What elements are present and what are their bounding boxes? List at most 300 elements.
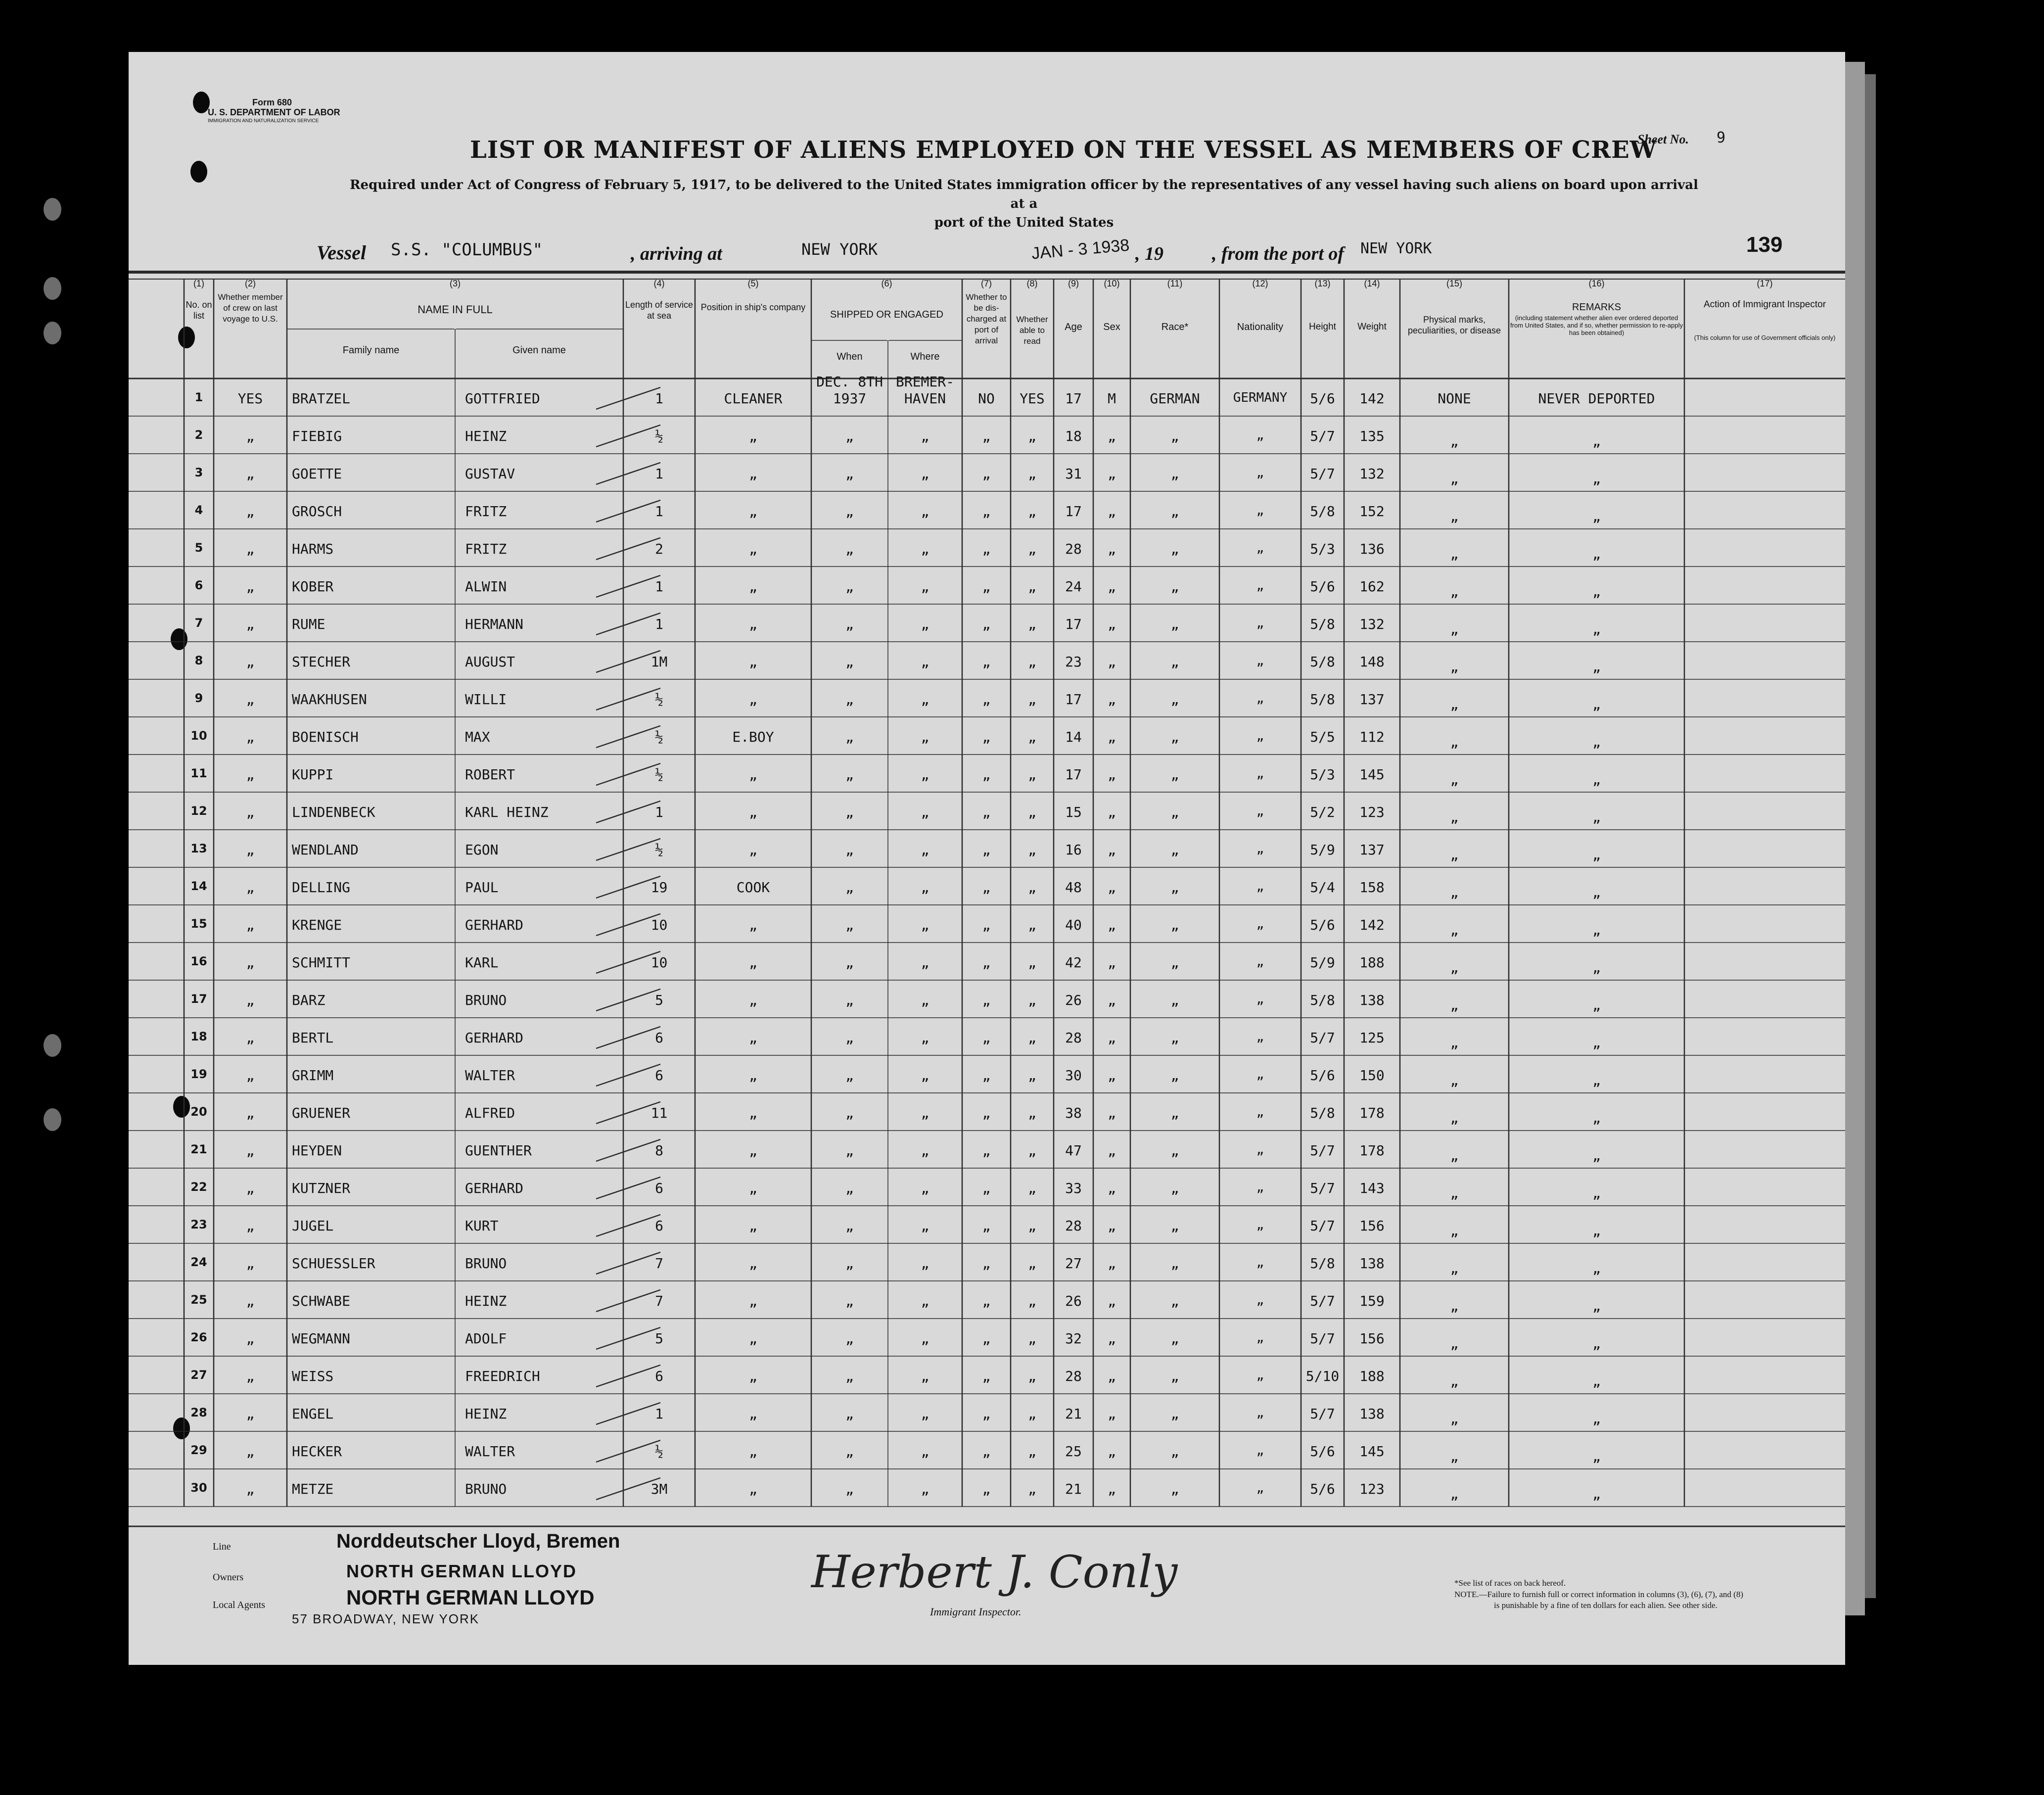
weight-value: 142 xyxy=(1359,917,1385,933)
shipped-when-ditto: „ xyxy=(845,1481,854,1497)
shipped-when-ditto: „ xyxy=(845,766,854,783)
weight-value: 188 xyxy=(1359,1368,1385,1384)
col-age-header: Age xyxy=(1065,322,1082,332)
row-number: 22 xyxy=(190,1180,207,1194)
discharged-value: „ xyxy=(982,1330,991,1347)
row-number: 9 xyxy=(194,691,203,705)
read-value: YES xyxy=(1020,390,1045,407)
discharged-value: „ xyxy=(982,1481,991,1497)
sex-value: „ xyxy=(1108,954,1116,971)
height-value: 5/8 xyxy=(1310,503,1335,520)
read-value: „ xyxy=(1028,1067,1036,1084)
service-length: ½ xyxy=(655,1443,663,1460)
read-value: „ xyxy=(1028,1443,1036,1460)
last-voyage-value: „ xyxy=(246,428,255,444)
position-value: CLEANER xyxy=(724,390,783,407)
service-length: 10 xyxy=(650,917,668,933)
remarks-value: „ xyxy=(1592,1260,1601,1276)
age-value: 24 xyxy=(1065,578,1082,595)
page-number: 139 xyxy=(1746,233,1783,257)
last-voyage-value: „ xyxy=(246,1218,255,1234)
last-voyage-value: „ xyxy=(246,541,255,557)
last-voyage-value: „ xyxy=(246,1481,255,1497)
family-name: SCHWABE xyxy=(292,1293,351,1309)
col-service-header: Length of service at sea xyxy=(625,300,694,321)
nationality-value: „ xyxy=(1256,466,1264,480)
family-name: GRUENER xyxy=(292,1105,351,1121)
physical-marks-value: „ xyxy=(1450,583,1459,600)
discharged-value: „ xyxy=(982,616,991,632)
shipped-when-ditto: „ xyxy=(845,541,854,557)
height-value: 5/7 xyxy=(1310,1293,1335,1309)
row-number: 3 xyxy=(194,466,203,479)
discharged-value: „ xyxy=(982,428,991,444)
read-value: „ xyxy=(1028,541,1036,557)
race-value: „ xyxy=(1170,428,1179,444)
row-number: 27 xyxy=(190,1368,207,1382)
binder-hole xyxy=(44,1108,61,1131)
physical-marks-value: „ xyxy=(1450,884,1459,900)
remarks-value: „ xyxy=(1592,922,1601,938)
weight-value: 178 xyxy=(1359,1142,1385,1159)
height-value: 5/7 xyxy=(1310,1218,1335,1234)
shipped-where-ditto: „ xyxy=(921,954,929,971)
shipped-where-ditto: „ xyxy=(921,1443,929,1460)
col-nationality-header: Nationality xyxy=(1237,322,1284,332)
height-value: 5/9 xyxy=(1310,954,1335,971)
physical-marks-value: „ xyxy=(1450,847,1459,863)
last-voyage-value: YES xyxy=(237,390,263,407)
age-value: 17 xyxy=(1065,766,1082,783)
shipped-when-ditto: „ xyxy=(845,1330,854,1347)
race-value: „ xyxy=(1170,804,1179,820)
nationality-value: „ xyxy=(1256,1481,1264,1496)
given-name: BRUNO xyxy=(465,1255,507,1272)
given-name: KARL HEINZ xyxy=(465,804,549,820)
family-name: STECHER xyxy=(292,654,351,670)
inspector-label: Immigrant Inspector. xyxy=(930,1606,1022,1618)
sex-value: „ xyxy=(1108,428,1116,444)
sex-value: „ xyxy=(1108,1255,1116,1272)
physical-marks-value: „ xyxy=(1450,1110,1459,1126)
race-value: „ xyxy=(1170,992,1179,1008)
col-height-header: Height xyxy=(1309,322,1336,332)
binder-hole xyxy=(44,1034,61,1057)
race-value: GERMAN xyxy=(1150,390,1200,407)
nationality-value: „ xyxy=(1256,1293,1264,1308)
family-name: WAAKHUSEN xyxy=(292,691,367,708)
last-voyage-value: „ xyxy=(246,1067,255,1084)
nationality-value: „ xyxy=(1256,1218,1264,1232)
row-number: 15 xyxy=(190,917,207,931)
weight-value: 137 xyxy=(1359,691,1385,708)
family-name: SCHMITT xyxy=(292,954,351,971)
shipped-when-ditto: „ xyxy=(845,654,854,670)
physical-marks-value: „ xyxy=(1450,1486,1459,1502)
shipped-when-line1: DEC. 8TH xyxy=(816,374,883,390)
remarks-value: NEVER DEPORTED xyxy=(1538,390,1655,407)
position-value: „ xyxy=(749,1368,757,1384)
weight-value: 148 xyxy=(1359,654,1385,670)
physical-marks-value: „ xyxy=(1450,1223,1459,1239)
shipped-when-ditto: „ xyxy=(845,578,854,595)
from-port-label: , from the port of xyxy=(1212,243,1345,264)
shipped-where-ditto: „ xyxy=(921,1406,929,1422)
weight-value: 162 xyxy=(1359,578,1385,595)
remarks-value: „ xyxy=(1592,1373,1601,1389)
position-value: „ xyxy=(749,842,757,858)
column-number: (14) xyxy=(1364,279,1380,288)
manifest-page xyxy=(129,52,1845,1665)
weight-value: 132 xyxy=(1359,466,1385,482)
position-value: „ xyxy=(749,466,757,482)
age-value: 38 xyxy=(1065,1105,1082,1121)
discharged-value: „ xyxy=(982,466,991,482)
service-length: 6 xyxy=(655,1180,663,1196)
discharged-value: „ xyxy=(982,954,991,971)
position-value: „ xyxy=(749,1067,757,1084)
read-value: „ xyxy=(1028,466,1036,482)
nationality-value: „ xyxy=(1256,729,1264,744)
shipped-when-ditto: „ xyxy=(845,616,854,632)
remarks-value: „ xyxy=(1592,1072,1601,1088)
physical-marks-value: „ xyxy=(1450,997,1459,1013)
discharged-value: „ xyxy=(982,1293,991,1309)
nationality-value: „ xyxy=(1256,654,1264,668)
read-value: „ xyxy=(1028,654,1036,670)
given-name: WILLI xyxy=(465,691,507,708)
physical-marks-value: „ xyxy=(1450,1260,1459,1276)
given-name: GUENTHER xyxy=(465,1142,532,1159)
age-value: 28 xyxy=(1065,1368,1082,1384)
subtitle-line-1: Required under Act of Congress of February 5, 1917, to be delivered to the United States immigration officer by the representatives of any vessel having such aliens on board upon arrival at a xyxy=(349,178,1699,211)
family-name: SCHUESSLER xyxy=(292,1255,375,1272)
department-name: U. S. DEPARTMENT OF LABOR xyxy=(208,107,340,117)
arrival-port: NEW YORK xyxy=(801,240,878,259)
family-name: JUGEL xyxy=(292,1218,334,1234)
race-value: „ xyxy=(1170,1218,1179,1234)
shipped-where-ditto: „ xyxy=(921,466,929,482)
given-name: ADOLF xyxy=(465,1330,507,1347)
discharged-value: „ xyxy=(982,1255,991,1272)
read-value: „ xyxy=(1028,1368,1036,1384)
remarks-value: „ xyxy=(1592,1035,1601,1051)
weight-value: 159 xyxy=(1359,1293,1385,1309)
sex-value: „ xyxy=(1108,578,1116,595)
sex-value: „ xyxy=(1108,691,1116,708)
sex-value: „ xyxy=(1108,1293,1116,1309)
height-value: 5/8 xyxy=(1310,1105,1335,1121)
col-remarks-note: (including statement whether alien ever ordered deported from United States, and if so, whether permission to re-apply has been obtained) xyxy=(1510,314,1683,336)
physical-marks-value: „ xyxy=(1450,1448,1459,1464)
physical-marks-value: „ xyxy=(1450,959,1459,976)
shipped-when-ditto: „ xyxy=(845,842,854,858)
nationality-value: „ xyxy=(1256,954,1264,969)
last-voyage-value: „ xyxy=(246,842,255,858)
shipped-when-ditto: „ xyxy=(845,729,854,745)
discharged-value: „ xyxy=(982,766,991,783)
read-value: „ xyxy=(1028,1142,1036,1159)
given-name: HEINZ xyxy=(465,1293,507,1309)
age-value: 28 xyxy=(1065,1030,1082,1046)
family-name: DELLING xyxy=(292,879,351,896)
nationality-value: „ xyxy=(1256,917,1264,932)
physical-marks-value: „ xyxy=(1450,1298,1459,1314)
nationality-value: „ xyxy=(1256,1443,1264,1458)
family-name: RUME xyxy=(292,616,325,632)
service-length: 6 xyxy=(655,1030,663,1046)
binder-hole xyxy=(44,322,61,344)
shipped-where-ditto: „ xyxy=(921,804,929,820)
weight-value: 156 xyxy=(1359,1330,1385,1347)
sex-value: „ xyxy=(1108,1218,1116,1234)
read-value: „ xyxy=(1028,766,1036,783)
service-length: 7 xyxy=(655,1255,663,1272)
last-voyage-value: „ xyxy=(246,1030,255,1046)
service-length: 1 xyxy=(655,1406,663,1422)
weight-value: 136 xyxy=(1359,541,1385,557)
sheet-number: 9 xyxy=(1717,129,1726,146)
shipped-when-ditto: „ xyxy=(845,879,854,896)
service-length: 1M xyxy=(650,654,668,670)
service-length: 1 xyxy=(655,616,663,632)
position-value: „ xyxy=(749,1180,757,1196)
column-number: (7) xyxy=(981,279,992,288)
read-value: „ xyxy=(1028,879,1036,896)
given-name: ALWIN xyxy=(465,578,507,595)
weight-value: 150 xyxy=(1359,1067,1385,1084)
physical-marks-value: „ xyxy=(1450,809,1459,825)
nationality-value: „ xyxy=(1256,1105,1264,1120)
weight-value: 138 xyxy=(1359,1406,1385,1422)
shipped-where-ditto: „ xyxy=(921,691,929,708)
position-value: COOK xyxy=(736,879,770,896)
family-name: HARMS xyxy=(292,541,334,557)
weight-value: 132 xyxy=(1359,616,1385,632)
height-value: 5/6 xyxy=(1310,1443,1335,1460)
row-number: 17 xyxy=(190,992,207,1006)
nationality-value: „ xyxy=(1256,1255,1264,1270)
race-value: „ xyxy=(1170,842,1179,858)
col-name-header: NAME IN FULL xyxy=(418,303,493,316)
family-name: WEGMANN xyxy=(292,1330,351,1347)
nationality-value: „ xyxy=(1256,804,1264,819)
given-name: WALTER xyxy=(465,1067,515,1084)
race-value: „ xyxy=(1170,1255,1179,1272)
last-voyage-value: „ xyxy=(246,879,255,896)
physical-marks-value: „ xyxy=(1450,1072,1459,1088)
position-value: „ xyxy=(749,691,757,708)
position-value: „ xyxy=(749,1481,757,1497)
given-name: GUSTAV xyxy=(465,466,515,482)
column-number: (2) xyxy=(245,279,256,288)
position-value: „ xyxy=(749,1406,757,1422)
height-value: 5/6 xyxy=(1310,1481,1335,1497)
height-value: 5/3 xyxy=(1310,541,1335,557)
shipped-when-ditto: „ xyxy=(845,1030,854,1046)
position-value: „ xyxy=(749,616,757,632)
column-number: (11) xyxy=(1167,279,1183,288)
last-voyage-value: „ xyxy=(246,1368,255,1384)
row-number: 1 xyxy=(194,390,203,404)
physical-marks-value: „ xyxy=(1450,433,1459,449)
age-value: 26 xyxy=(1065,1293,1082,1309)
sex-value: „ xyxy=(1108,466,1116,482)
family-name: KUPPI xyxy=(292,766,334,783)
remarks-value: „ xyxy=(1592,1185,1601,1201)
family-name: HECKER xyxy=(292,1443,342,1460)
race-value: „ xyxy=(1170,1180,1179,1196)
height-value: 5/8 xyxy=(1310,992,1335,1008)
last-voyage-value: „ xyxy=(246,654,255,670)
family-name: BERTL xyxy=(292,1030,334,1046)
manifest-title: LIST OR MANIFEST OF ALIENS EMPLOYED ON THE VESSEL AS MEMBERS OF CREW xyxy=(470,136,1657,164)
physical-marks-value: „ xyxy=(1450,1147,1459,1164)
age-value: 21 xyxy=(1065,1481,1082,1497)
row-number: 23 xyxy=(190,1218,207,1231)
sex-value: „ xyxy=(1108,1067,1116,1084)
column-number: (17) xyxy=(1757,279,1773,288)
shipped-where-ditto: „ xyxy=(921,766,929,783)
service-length: 1 xyxy=(655,390,663,407)
service-length: ½ xyxy=(655,691,663,708)
discharged-value: „ xyxy=(982,578,991,595)
race-value: „ xyxy=(1170,578,1179,595)
physical-marks-value: „ xyxy=(1450,734,1459,750)
given-name: FRITZ xyxy=(465,503,507,520)
sex-value: „ xyxy=(1108,1030,1116,1046)
sex-value: „ xyxy=(1108,842,1116,858)
family-name: KRENGE xyxy=(292,917,342,933)
physical-marks-value: „ xyxy=(1450,1373,1459,1389)
age-value: 17 xyxy=(1065,616,1082,632)
shipped-when-ditto: „ xyxy=(845,1067,854,1084)
read-value: „ xyxy=(1028,503,1036,520)
shipped-when-ditto: „ xyxy=(845,1180,854,1196)
given-name: EGON xyxy=(465,842,499,858)
nationality-value: „ xyxy=(1256,541,1264,556)
given-name: ALFRED xyxy=(465,1105,515,1121)
sex-value: „ xyxy=(1108,879,1116,896)
read-value: „ xyxy=(1028,917,1036,933)
owners-label: Owners xyxy=(213,1572,244,1583)
position-value: „ xyxy=(749,992,757,1008)
sex-value: „ xyxy=(1108,1330,1116,1347)
shipped-when-line2: 1937 xyxy=(833,390,867,407)
race-value: „ xyxy=(1170,917,1179,933)
shipped-where-ditto: „ xyxy=(921,1180,929,1196)
race-value: „ xyxy=(1170,1406,1179,1422)
column-number: (12) xyxy=(1252,279,1268,288)
remarks-value: „ xyxy=(1592,508,1601,524)
family-name: WENDLAND xyxy=(292,842,359,858)
row-number: 8 xyxy=(194,654,203,667)
family-name: BARZ xyxy=(292,992,325,1008)
last-voyage-value: „ xyxy=(246,1293,255,1309)
last-voyage-value: „ xyxy=(246,1255,255,1272)
shipped-when-ditto: „ xyxy=(845,1293,854,1309)
shipped-where-ditto: „ xyxy=(921,654,929,670)
given-name: HEINZ xyxy=(465,428,507,444)
given-name: GERHARD xyxy=(465,917,524,933)
shipped-where-ditto: „ xyxy=(921,1030,929,1046)
vessel-name: S.S. "COLUMBUS" xyxy=(391,240,543,260)
weight-value: 138 xyxy=(1359,1255,1385,1272)
sex-value: „ xyxy=(1108,654,1116,670)
position-value: „ xyxy=(749,578,757,595)
shipped-where-ditto: „ xyxy=(921,503,929,520)
position-value: „ xyxy=(749,804,757,820)
family-name: LINDENBECK xyxy=(292,804,375,820)
sex-value: „ xyxy=(1108,503,1116,520)
race-value: „ xyxy=(1170,691,1179,708)
shipped-where-line1: BREMER- xyxy=(895,374,954,390)
shipped-when-ditto: „ xyxy=(845,954,854,971)
height-value: 5/7 xyxy=(1310,1142,1335,1159)
last-voyage-value: „ xyxy=(246,1330,255,1347)
remarks-value: „ xyxy=(1592,1486,1601,1502)
shipped-where-ditto: „ xyxy=(921,842,929,858)
discharged-value: „ xyxy=(982,1180,991,1196)
given-name: AUGUST xyxy=(465,654,515,670)
family-name: ENGEL xyxy=(292,1406,334,1422)
position-value: „ xyxy=(749,503,757,520)
age-value: 40 xyxy=(1065,917,1082,933)
year-label: , 19 xyxy=(1135,243,1163,264)
col-physical-marks-header: Physical marks, peculiarities, or disease xyxy=(1407,315,1501,335)
race-value: „ xyxy=(1170,466,1179,482)
col-race-header: Race* xyxy=(1161,322,1189,332)
read-value: „ xyxy=(1028,992,1036,1008)
service-length: 11 xyxy=(650,1105,668,1121)
height-value: 5/2 xyxy=(1310,804,1335,820)
weight-value: 123 xyxy=(1359,804,1385,820)
column-number: (6) xyxy=(881,279,892,288)
position-value: „ xyxy=(749,428,757,444)
age-value: 15 xyxy=(1065,804,1082,820)
family-name: KOBER xyxy=(292,578,334,595)
position-value: E.BOY xyxy=(732,729,774,745)
physical-marks-value: „ xyxy=(1450,471,1459,487)
col-discharged-header: Whether to be dis-charged at port of arrival xyxy=(966,292,1007,345)
height-value: 5/8 xyxy=(1310,691,1335,708)
shipped-where-ditto: „ xyxy=(921,1105,929,1121)
read-value: „ xyxy=(1028,1255,1036,1272)
family-name: GRIMM xyxy=(292,1067,334,1084)
race-value: „ xyxy=(1170,1443,1179,1460)
physical-marks-value: „ xyxy=(1450,1335,1459,1352)
shipped-where-ditto: „ xyxy=(921,1368,929,1384)
family-name: GOETTE xyxy=(292,466,342,482)
nationality-value: „ xyxy=(1256,1330,1264,1345)
service-length: ½ xyxy=(655,842,663,858)
read-value: „ xyxy=(1028,804,1036,820)
discharged-value: „ xyxy=(982,541,991,557)
position-value: „ xyxy=(749,1142,757,1159)
given-name: PAUL xyxy=(465,879,499,896)
discharged-value: „ xyxy=(982,1218,991,1234)
last-voyage-value: „ xyxy=(246,1180,255,1196)
age-value: 16 xyxy=(1065,842,1082,858)
discharged-value: „ xyxy=(982,503,991,520)
sex-value: „ xyxy=(1108,1443,1116,1460)
race-value: „ xyxy=(1170,1105,1179,1121)
age-value: 25 xyxy=(1065,1443,1082,1460)
remarks-value: „ xyxy=(1592,621,1601,637)
last-voyage-value: „ xyxy=(246,954,255,971)
read-value: „ xyxy=(1028,1030,1036,1046)
sex-value: „ xyxy=(1108,616,1116,632)
